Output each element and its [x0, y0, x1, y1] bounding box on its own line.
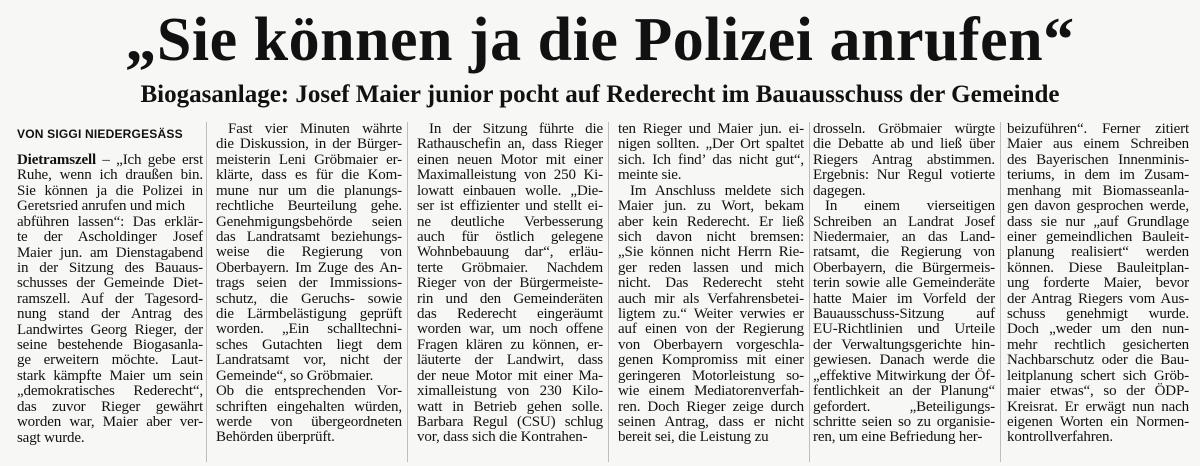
text-line: rin und den Gemeinderäten	[417, 290, 603, 307]
text-line: genen Kompromiss mit einer	[618, 352, 804, 369]
text-line: seinen Antrag, dass er nicht	[618, 414, 804, 431]
text-line: einer gemeindlichen Bauleit-	[1007, 228, 1189, 245]
text-line: watt in Betrieb gehen solle.	[417, 398, 603, 415]
text-line: In der Sitzung führte die	[429, 121, 603, 137]
text-line: terte Gröbmaier. Nachdem	[417, 259, 603, 276]
text-line: klärte, dass es für die Kom-	[216, 167, 402, 184]
text-line: schriften eingehalten würden,	[216, 398, 402, 415]
text-line: Landratsamt vor, nicht der	[216, 352, 402, 369]
text-line: auf einen von der Regierung	[618, 321, 804, 338]
text-line: ren, um eine Befriedung her-	[813, 429, 983, 446]
text-line: „Sie können nicht Herrn Rie-	[618, 244, 804, 261]
text-line: sches Gutachten liegt dem	[216, 336, 402, 353]
text-line: dass sie nur „auf Grundlage	[1007, 213, 1189, 230]
article-column-2	[216, 122, 402, 446]
text-line: sich. Ich find’ das nicht gut“,	[618, 151, 804, 168]
text-line: Maier jun. am Dienstagabend	[17, 244, 203, 261]
text-line: mune nur um die planungs-	[216, 182, 402, 199]
text-line: ger reden lassen und mich	[618, 259, 804, 276]
text-line: das zuvor Rieger gewährt	[17, 398, 203, 415]
text-line: ten Rieger und Maier jun. ei-	[618, 121, 804, 137]
text-line: des Bayerischen Innenminis-	[1007, 151, 1189, 168]
column-rule	[206, 122, 207, 462]
text-line: stark kämpfte Maier um sein	[17, 367, 203, 384]
text-line: worden. „Ein schalltechni-	[216, 321, 402, 338]
text-line: Fragen klären zu können, er-	[417, 336, 603, 353]
text-line: leitplanung schert sich Gröb-	[1007, 367, 1189, 384]
text-line: läuterte der Landwirt, dass	[417, 352, 603, 369]
text-line: rechtliche Beurteilung gehe.	[216, 198, 402, 215]
text-line: eigenen Worten ein Normen-	[1007, 414, 1189, 431]
text-line: in der Sitzung des Bauaus-	[17, 259, 203, 276]
text-line: ge erweitern möchte. Laut-	[17, 352, 203, 369]
text-line: Doch „weder um den nun-	[1007, 321, 1189, 338]
column-rule	[1000, 122, 1001, 462]
text-line: der Verwaltungsgerichte hin-	[813, 336, 995, 353]
text-line: mehr rechtlich gesicherten	[1007, 336, 1189, 353]
text-line: Oberbayern, die Bürgermeis-	[813, 259, 995, 276]
text-line: schuss genehmigt wurde.	[1007, 306, 1189, 323]
text-line: ximalleistung von 230 Kilo-	[417, 383, 603, 400]
text-line: wie einem Mediatorenverfah-	[618, 383, 804, 400]
text-line: können. Diese Bauleitplan-	[1007, 259, 1189, 276]
text-line: ren. Doch Rieger zeige durch	[618, 398, 804, 415]
text-line: drosseln. Gröbmaier würgte	[813, 121, 995, 137]
text-line: das Rederecht eingeräumt	[417, 306, 603, 323]
text-line: Gemeinde“, so Gröbmaier.	[216, 367, 374, 384]
text-line: sagt wurde.	[17, 429, 85, 446]
column-rule	[407, 122, 408, 462]
text-line: vor, dass sich die Kontrahen-	[417, 429, 588, 446]
text-line: Im Anschluss meldete sich	[630, 182, 804, 199]
text-line: Sie können ja die Polizei in	[17, 182, 203, 199]
text-line: nung stand der Antrag des	[17, 306, 203, 323]
text-line: werde von übergeordneten	[216, 414, 402, 431]
text-line: Genehmigungsbehörde seien	[216, 213, 402, 230]
text-line: te der Ascholdinger Josef	[17, 229, 203, 246]
text-line: gewiesen. Danach werde die	[813, 352, 995, 369]
article-column-6	[1007, 122, 1189, 446]
text-line: Bauausschuss-Sitzung auf	[813, 306, 995, 323]
text-line: Geretsried anrufen und mich	[17, 198, 185, 215]
text-line: gefordert. „Beteiligungs-	[813, 398, 995, 415]
text-line: EU-Richtlinien und Urteile	[813, 321, 995, 338]
text-line: beizuführen“. Ferner zitiert	[1007, 121, 1189, 137]
text-line: der neue Motor mit einer Ma-	[417, 367, 603, 384]
dateline-text: – „Ich gebe erst	[96, 152, 203, 168]
article-column-3	[417, 122, 603, 446]
text-line: ratsamt, die Regierung von	[813, 244, 995, 261]
text-line	[17, 153, 203, 168]
text-line: Behörden überprüft.	[216, 429, 335, 446]
text-line: gen davon gesprochen werde,	[1007, 198, 1189, 215]
text-line: hatte Maier im Vorfeld der	[813, 290, 995, 307]
text-line: Ruhe, wenn ich draußen bin.	[17, 167, 203, 184]
text-line: teriums, in dem im Zusam-	[1007, 167, 1189, 184]
text-line: auch mir als Verfahrensbetei-	[618, 290, 804, 307]
text-line: einen neuen Motor mit einer	[417, 151, 603, 168]
dateline: Dietramszell	[17, 152, 96, 168]
text-line: seine bestehende Biogasanla-	[17, 337, 203, 354]
text-line: planung realisiert“ werden	[1007, 244, 1189, 261]
text-line: aber kein Rederecht. Er ließ	[618, 213, 804, 230]
column-rule	[809, 122, 810, 462]
text-line: geringeren Motorleistung so-	[618, 367, 804, 384]
text-line: Riegers Antrag abstimmen.	[813, 151, 995, 168]
text-line: Wohnbebauung dar“, erläu-	[417, 244, 603, 261]
article-column-1	[17, 153, 203, 446]
subheadline: Biogasanlage: Josef Maier junior pocht auf Rederecht im Bauausschuss der Gemeinde	[140, 81, 1060, 108]
text-line: die Diskussion, in der Bürger-	[216, 136, 402, 153]
text-line: In einem vierseitigen	[825, 198, 995, 215]
text-line: Oberbayern. Im Zuge des An-	[216, 259, 402, 276]
text-line: schritte seien so zu organisie-	[813, 414, 995, 431]
text-line: Rathauschefin an, dass Rieger	[417, 136, 603, 153]
text-line: Maier aus einem Schreiben	[1007, 136, 1189, 153]
text-line: Maier jun. zu Wort, bekam	[618, 198, 804, 215]
text-line: Landwirtes Georg Rieger, der	[17, 321, 203, 338]
text-line: meinte sie.	[618, 167, 682, 184]
headline: „Sie können ja die Polizei anrufen“	[125, 6, 1075, 74]
text-line: ung forderte Maier, bevor	[1007, 275, 1189, 292]
text-line: Rieger von der Bürgermeiste-	[417, 275, 603, 292]
text-line: schutz, die Geruchs- sowie	[216, 290, 402, 307]
text-line: lowatt einbauen wolle. „Die-	[417, 182, 603, 199]
text-line: „effektive Mitwirkung der Öf-	[813, 367, 995, 384]
text-line: ser ist effizienter und stellt ei-	[417, 198, 603, 215]
text-line: worden war, Maier aber ver-	[17, 414, 203, 431]
text-line: Fast vier Minuten währte	[228, 121, 402, 137]
text-line: die Lärmbelästigung geprüft	[216, 306, 402, 323]
text-line: weise die Regierung von	[216, 244, 402, 261]
text-line: dagegen.	[813, 182, 866, 199]
text-line: die Debatte ab und ließ über	[813, 136, 995, 153]
text-line: bereit sei, die Leistung zu	[618, 429, 769, 446]
text-line: menhang mit Biomasseanla-	[1007, 182, 1189, 199]
text-line: der Antrag Riegers vom Aus-	[1007, 290, 1189, 307]
text-line: Ob die entsprechenden Vor-	[216, 383, 402, 400]
text-line: meisterin Leni Gröbmaier er-	[216, 151, 402, 168]
text-line: Schreiben an Landrat Josef	[813, 213, 995, 230]
text-line: Maximalleistung von 250 Ki-	[417, 167, 603, 184]
article-column-4	[618, 122, 804, 446]
text-line: auch für östlich gelegene	[417, 228, 603, 245]
text-line: maier etwas“, so der ÖDP-	[1007, 383, 1189, 400]
article-column-5	[813, 122, 995, 446]
text-line: abführen lassen“: Das erklär-	[17, 213, 203, 230]
text-line: terin sowie alle Gemeinderäte	[813, 275, 995, 292]
text-line: ramszell. Auf der Tagesord-	[17, 290, 203, 307]
column-rule	[608, 122, 609, 462]
text-line: ne deutliche Verbesserung	[417, 213, 603, 230]
text-line: das Landratsamt beziehungs-	[216, 228, 402, 245]
text-line: sich davon nicht bremsen:	[618, 228, 804, 245]
text-line: nicht. Das Rederecht steht	[618, 275, 804, 292]
text-line: Nachbarschutz oder die Bau-	[1007, 352, 1189, 369]
text-line: trags seien der Immissions-	[216, 275, 402, 292]
text-line: nigen sollten. „Der Ort spaltet	[618, 136, 804, 153]
text-line: Ergebnis: Nur Regul votierte	[813, 167, 995, 184]
text-line: ligtem zu.“ Weiter verwies er	[618, 306, 804, 323]
text-line: schusses der Gemeinde Diet-	[17, 275, 203, 292]
text-line: Kreisrat. Er erwägt nun nach	[1007, 398, 1189, 415]
text-line: Barbara Regul (CSU) schlug	[417, 414, 603, 431]
byline: VON SIGGI NIEDERGESÄSS	[17, 127, 183, 141]
text-line: von Oberbayern vorgeschla-	[618, 336, 804, 353]
text-line: worden war, um noch offene	[417, 321, 603, 338]
text-line: fentlichkeit an der Planung“	[813, 383, 995, 400]
text-line: „demokratisches Rederecht“,	[17, 383, 203, 400]
text-line: kontrollverfahren.	[1007, 429, 1114, 446]
text-line: Niedermaier, an das Land-	[813, 228, 995, 245]
